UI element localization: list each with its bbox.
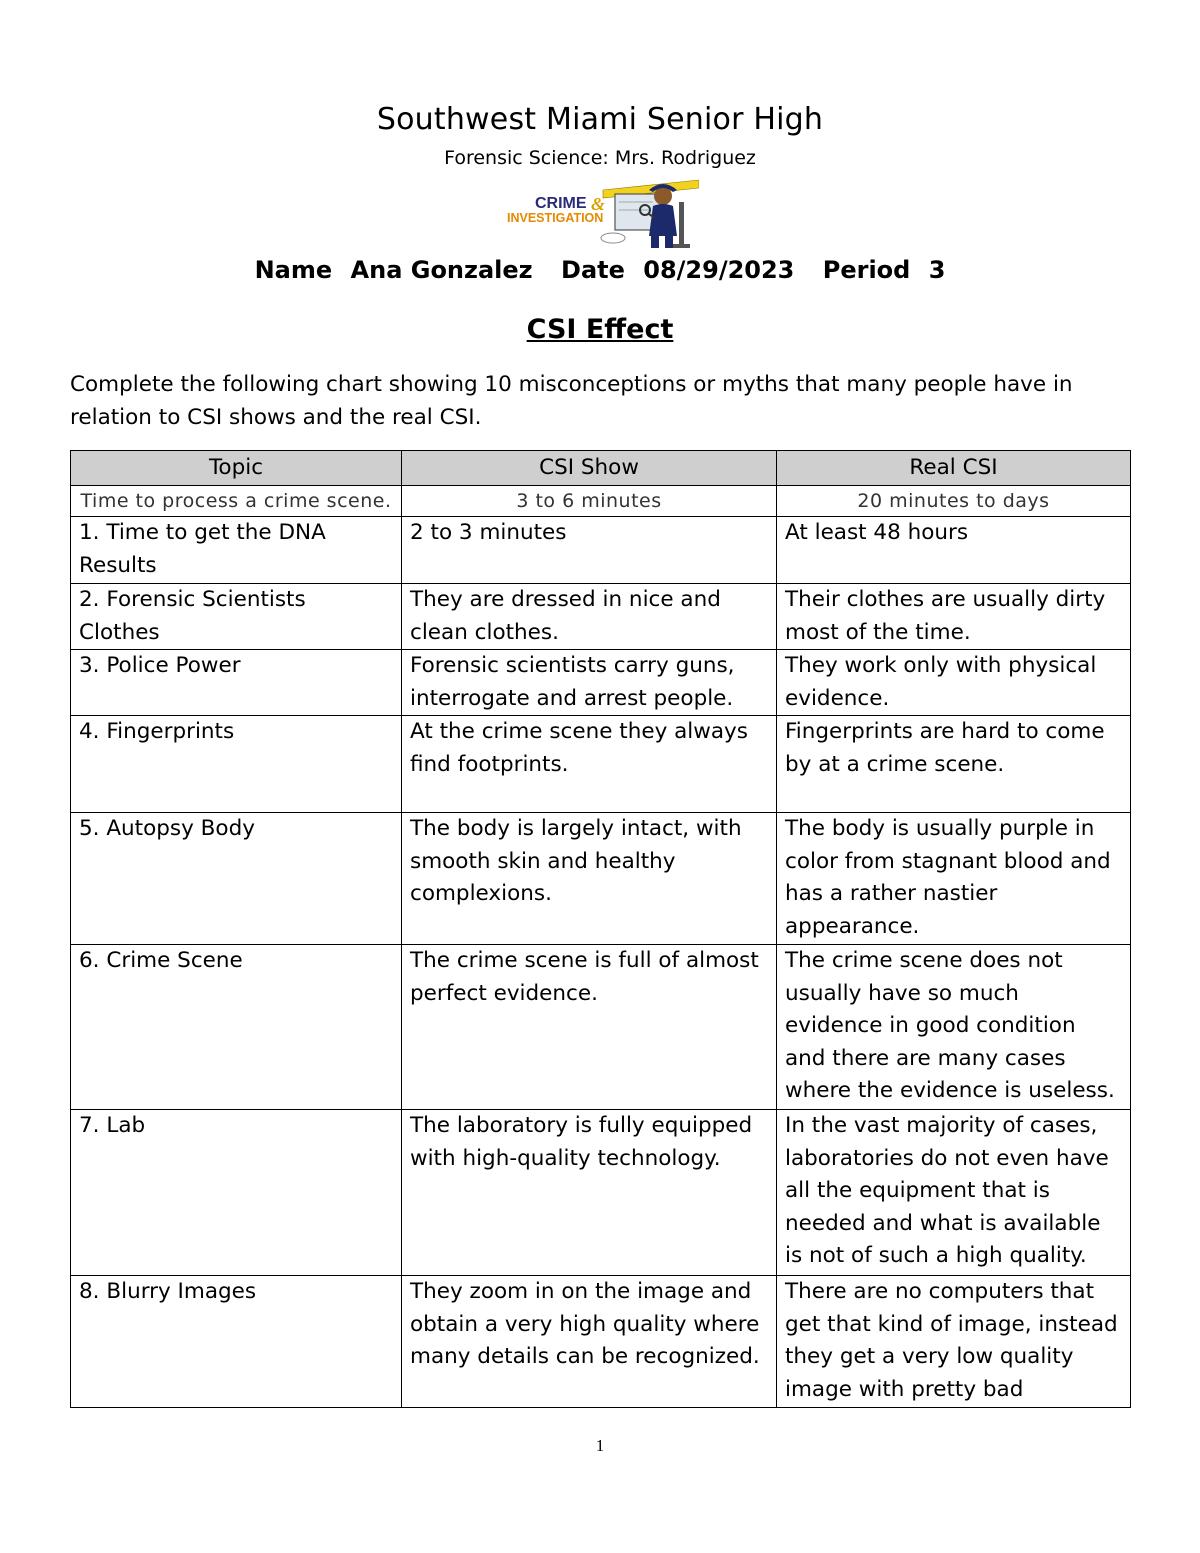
table-row	[71, 716, 1131, 813]
example-real: 20 minutes to days	[777, 486, 1131, 517]
row-real-csi: Fingerprints are hard to come by at a crime scene.	[777, 716, 1131, 813]
row-topic: 7. Lab	[71, 1110, 402, 1276]
row-topic: 1. Time to get the DNA Results	[71, 517, 402, 584]
period-value: 3	[928, 256, 946, 284]
table-row	[71, 813, 1131, 945]
example-show: 3 to 6 minutes	[402, 486, 777, 517]
row-csi-show: The laboratory is fully equipped with high-quality technology.	[402, 1110, 777, 1276]
row-csi-show: They are dressed in nice and clean clothes.	[402, 584, 777, 650]
logo-text-ampersand: &	[591, 194, 606, 214]
header-topic: Topic	[71, 451, 402, 486]
document-title: CSI Effect	[526, 314, 674, 345]
row-real-csi: There are no computers that get that kind of image, instead they get a very low quality image with pretty bad	[777, 1276, 1131, 1408]
period-field	[818, 256, 951, 284]
row-csi-show: The crime scene is full of almost perfect evidence.	[402, 945, 777, 1110]
row-real-csi: Their clothes are usually dirty most of the time.	[777, 584, 1131, 650]
row-topic: 4. Fingerprints	[71, 716, 402, 813]
table-row	[71, 1276, 1131, 1408]
row-csi-show: Forensic scientists carry guns, interrogate and arrest people.	[402, 650, 777, 716]
row-real-csi: In the vast majority of cases, laboratories do not even have all the equipment that is needed and what is available is not of such a high quality.	[777, 1110, 1131, 1276]
date-value: 08/29/2023	[643, 256, 795, 284]
row-csi-show: The body is largely intact, with smooth skin and healthy complexions.	[402, 813, 777, 945]
logo-text-crime: CRIME	[535, 195, 587, 212]
student-info-line	[0, 256, 1200, 284]
row-csi-show: At the crime scene they always find footprints.	[402, 716, 777, 813]
row-csi-show: They zoom in on the image and obtain a very high quality where many details can be recognized.	[402, 1276, 777, 1408]
date-label: Date	[561, 256, 625, 284]
period-label: Period	[822, 256, 911, 284]
csi-chart-table	[70, 450, 1131, 1408]
page-number: 1	[595, 1436, 605, 1455]
name-value: Ana Gonzalez	[350, 256, 533, 284]
row-topic: 3. Police Power	[71, 650, 402, 716]
crime-investigation-logo	[503, 172, 699, 250]
name-field	[250, 256, 538, 284]
course-subtitle: Forensic Science: Mrs. Rodriguez	[444, 147, 756, 169]
instructions-text: Complete the following chart showing 10 misconceptions or myths that many people have in relation to CSI shows and the real CSI.	[70, 372, 1073, 430]
example-topic: Time to process a crime scene.	[71, 486, 402, 517]
row-topic: 8. Blurry Images	[71, 1276, 402, 1408]
table-row	[71, 517, 1131, 584]
header-csi-show: CSI Show	[402, 451, 777, 486]
row-real-csi: They work only with physical evidence.	[777, 650, 1131, 716]
row-real-csi: The body is usually purple in color from stagnant blood and has a rather nastier appearance.	[777, 813, 1131, 945]
table-row	[71, 584, 1131, 650]
row-topic: 5. Autopsy Body	[71, 813, 402, 945]
example-row	[71, 486, 1131, 517]
date-field	[556, 256, 799, 284]
table-header-row	[71, 451, 1131, 486]
row-real-csi: At least 48 hours	[777, 517, 1131, 584]
row-topic: 2. Forensic Scientists Clothes	[71, 584, 402, 650]
row-real-csi: The crime scene does not usually have so much evidence in good condition and there are many cases where the evidence is useless.	[777, 945, 1131, 1110]
row-csi-show: 2 to 3 minutes	[402, 517, 777, 584]
school-name: Southwest Miami Senior High	[376, 102, 824, 137]
row-topic: 6. Crime Scene	[71, 945, 402, 1110]
name-label: Name	[254, 256, 333, 284]
table-row	[71, 1110, 1131, 1276]
table-row	[71, 945, 1131, 1110]
table-row	[71, 650, 1131, 716]
logo-text-investigation: INVESTIGATION	[507, 211, 604, 225]
header-real-csi: Real CSI	[777, 451, 1131, 486]
